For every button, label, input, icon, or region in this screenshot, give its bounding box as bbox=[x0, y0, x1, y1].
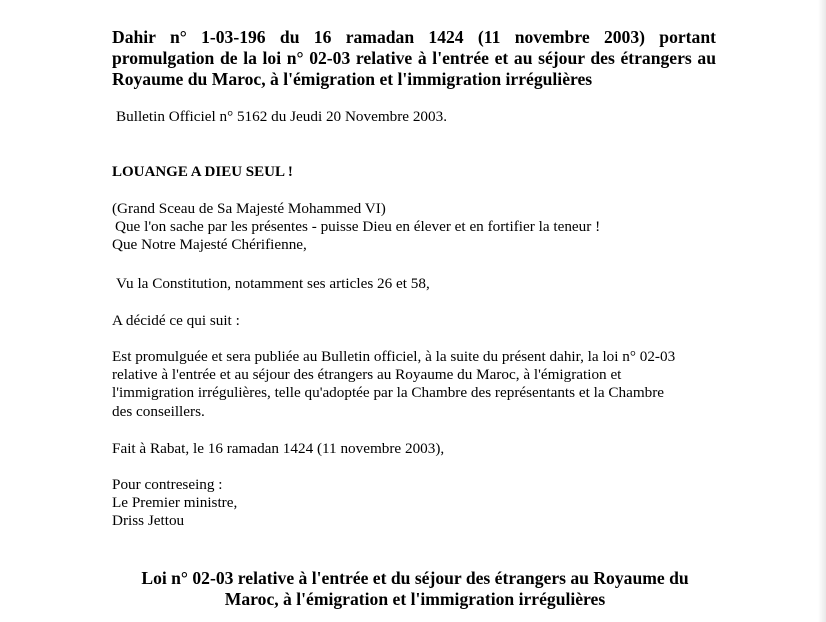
place-date: Fait à Rabat, le 16 ramadan 1424 (11 novembre 2003), bbox=[112, 440, 445, 457]
page-edge-shadow bbox=[818, 0, 826, 622]
law-title bbox=[100, 568, 730, 610]
promulgation-line: relative à l'entrée et au séjour des étrangers au Royaume du Maroc, à l'émigration et bbox=[112, 366, 622, 384]
seal-line: Que Notre Majesté Chérifienne, bbox=[112, 236, 307, 254]
countersign-label: Pour contreseing : bbox=[112, 476, 223, 493]
seal-paragraph bbox=[112, 200, 600, 255]
promulgation-paragraph bbox=[112, 348, 675, 421]
law-title-line: Maroc, à l'émigration et l'immigration irrégulières bbox=[224, 589, 606, 609]
decision-clause: A décidé ce qui suit : bbox=[112, 312, 240, 329]
promulgation-line: des conseillers. bbox=[112, 402, 205, 420]
seal-line: Que l'on sache par les présentes - puisse Dieu en élever et en fortifier la teneur ! bbox=[115, 218, 601, 236]
dahir-title: Dahir n° 1-03-196 du 16 ramadan 1424 (11 novembre 2003) portant promulgation de la loi n° 02-03 relative à l'entrée et au séjour des étrangers au Royaume du Maroc, à l'émigration et l'immigration irrégulières bbox=[112, 27, 716, 89]
promulgation-line: l'immigration irrégulières, telle qu'adoptée par la Chambre des représentants et la Chambre bbox=[112, 384, 665, 402]
bulletin-reference: Bulletin Officiel n° 5162 du Jeudi 20 Novembre 2003. bbox=[116, 108, 448, 125]
law-title-line: Loi n° 02-03 relative à l'entrée et du séjour des étrangers au Royaume du bbox=[141, 568, 689, 588]
constitution-clause: Vu la Constitution, notamment ses articles 26 et 58, bbox=[116, 275, 430, 292]
countersign-role: Le Premier ministre, bbox=[112, 494, 238, 512]
countersign-name: Driss Jettou bbox=[112, 512, 185, 530]
invocation-heading: LOUANGE A DIEU SEUL ! bbox=[112, 164, 293, 180]
seal-line: (Grand Sceau de Sa Majesté Mohammed VI) bbox=[112, 200, 386, 217]
countersign-block bbox=[112, 476, 237, 531]
promulgation-line: Est promulguée et sera publiée au Bulletin officiel, à la suite du présent dahir, la loi n° 02-03 bbox=[112, 348, 676, 365]
